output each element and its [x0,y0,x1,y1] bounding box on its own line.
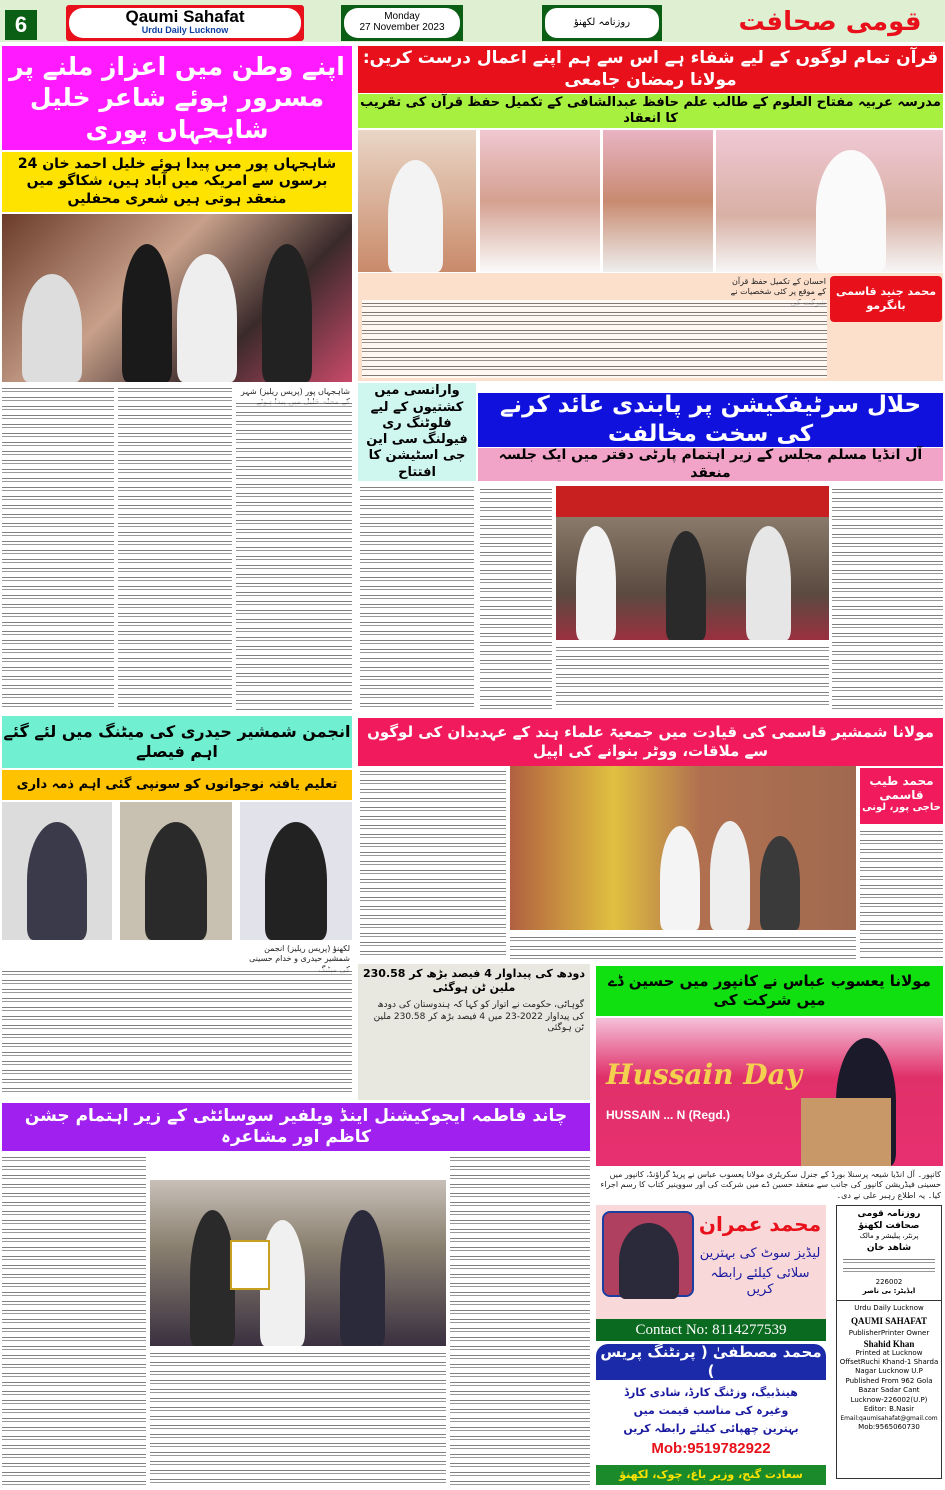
headline-khalil: اپنے وطن میں اعزاز ملنے پر مسرور ہوئے شاعر خلیل شاہجہاں پوری [2,46,352,150]
imprint-ur-owner: شاهد خان [866,1242,912,1253]
byline-place: حاجی پور، لونی [862,802,941,813]
photo-member-2 [120,802,232,940]
ad-press-line3: بہترین چھپائی کیلئے رابطہ کریں [623,1422,799,1436]
jamiat-article-bottom [510,934,856,960]
photo-gathering-2 [603,130,713,272]
byline-tayyab [860,768,943,824]
photo-jamiat-meeting [510,766,856,930]
imprint-ur-pin: 226002 [875,1277,903,1286]
byline-name: محمد طیب قاسمی [869,774,934,802]
imprint-ur-title: روزنامہ قومی صحافت لکھنؤ [857,1209,921,1232]
ad-tailoring [596,1205,826,1341]
imprint-en-title: QAUMI SAHAFAT [851,1316,927,1327]
photo-member-3 [240,802,352,940]
milk-article: گوہاٹی، حکومت نے اتوار کو کہا کہ ہندوستان کی دودھ کی پیداوار 2022-23 میں 4 فیصد بڑھ کر 230.58 ملین ٹن ہوگئی [373,1000,584,1034]
anjuman-article-snippet: لکھنؤ (پریس ریلیز) انجمن شمشیر حیدری و خدام حسینی [249,944,350,964]
subhead-khalil: شاہجہاں پور میں پیدا ہوئے خلیل احمد خان 24 برسوں سے امریکہ میں آباد ہیں، شکاگو میں منعقد ہوتی ہیں شعری محفلیں [2,152,352,212]
masthead [0,0,945,42]
headline-varanasi: وارانسی میں کشتیوں کے لیے فلوٹنگ ری فیولنگ سی این جی اسٹیشن کا افتتاح [366,383,468,480]
chand-fatima-col-mid [150,1350,446,1486]
jamiat-article-left [360,768,506,960]
headline-milk: دودھ کی پیداوار 4 فیصد بڑھ کر 230.58 ملین ٹن ہوگئی [363,967,585,994]
date-box [341,5,463,41]
quran-article-snippet: احسان کے تکمیل حفظ قرآن کے موقع پر کئی شخصیات نے [730,277,826,297]
ad-press-mobile: Mob:9519782922 [651,1440,771,1457]
headline-hussain-day: مولانا یعسوب عباس نے کانپور میں حسین ڈے میں شرکت کی [596,966,943,1016]
roznama-box [542,5,662,41]
photo-khalil-award [2,214,352,382]
ad-tailoring-line1: لیڈیز سوٹ کی بہترین [699,1245,821,1261]
imprint-box [836,1205,942,1479]
photo-hussain-day [596,1018,943,1166]
khalil-article-col3 [2,385,114,710]
headline-chand-fatima: چاند فاطمہ ایجوکیشنل اینڈ ویلفیر سوسائٹی کے زیر اہتمام جشن کاظم اور مشاعرہ [2,1103,590,1151]
imprint-en-owner: Shahid Khan [863,1338,915,1349]
anjuman-article [2,968,352,1096]
photo-member-1 [2,802,112,940]
ad-press-address: سعادت گنج، وزیر باغ، چوک، لکھنؤ [596,1465,826,1485]
byline-junaid: محمد جنید قاسمی بانگرمو [830,276,942,322]
photo-gathering-1 [480,130,600,272]
photo-cleric [716,130,943,272]
ad-press-name: محمد مصطفیٰ ( پرنٹنگ پریس ) [596,1344,826,1380]
imprint-line: Published From 962 Gola [845,1376,933,1385]
ad-press-line1: هینڈبیگ، وزٹنگ کارڈ، شادی کارڈ [624,1386,798,1400]
photo-majlis-meeting [556,486,829,640]
photo-award-ceremony [150,1180,446,1346]
chand-fatima-col-left [2,1154,146,1486]
photo-student [358,130,476,272]
headline-halal: حلال سرٹیفکیشن پر پابندی عائد کرنے کی سخت مخالفت [478,393,943,447]
ad-tailoring-photo [602,1211,694,1297]
ad-tailoring-name: محمد عمران [698,1211,822,1236]
roznama-label: روزنامہ لکھنؤ [545,8,659,38]
hussain-day-caption: کانپور۔ آل انڈیا شیعہ پرسنلا بورڈ کے جنرل سکریٹری مولانا یعسوب عباس نے پریڈ گراؤنڈ، کانپور میں حسینی فیڈریشن کانپور کی جانب سے منعقد حسین ڈے میں شرکت کی اور سووینیر کتاب کا رسم اجراء کیا۔ یہ اطلاع رہبر علی نے دی۔ [600,1170,941,1200]
imprint-en-owner-label: PublisherPrinter Owner [848,1329,930,1338]
page-number: 6 [5,10,37,40]
headline-quran: قرآن تمام لوگوں کے لیے شفاء ہے اس سے ہم اپنے اعمال درست کریں: مولانا رمضان جامعی [358,46,943,93]
subhead-anjuman: تعلیم یافتہ نوجوانوں کو سونپی گئی اہم ذمہ داری [2,770,352,800]
urdu-masthead-title: قومی صحافت [738,6,922,37]
khalil-article-col1 [236,400,352,710]
english-title-box [66,5,304,41]
date: 27 November 2023 [359,22,445,33]
jamiat-article-right [860,828,943,960]
subhead-halal: آل انڈیا مسلم مجلس کے زیر اہتمام پارٹی دفتر میں ایک جلسہ منعقد [478,448,943,481]
halal-article-right [832,486,943,710]
khalil-article-snippet: شاہجہاں پور (پریس ریلیز) شہر [240,387,350,396]
headline-jamiat: مولانا شمشیر قاسمی کی قیادت میں جمعیۃ علماء ہند کے عہدیدان کی لوگوں سے ملاقات، ووٹر بنوانے کی اپیل [358,718,943,766]
imprint-ur-editor: ایڈیٹر: بی ناصر [862,1287,916,1296]
halal-article-left [480,486,552,710]
imprint-line: Lucknow-226002(U.P) [850,1395,928,1404]
photo-banner-text: Hussain Day [606,1058,802,1091]
halal-article-bottom [556,644,829,710]
imprint-email: Email:qaumisahafat@gmail.com [840,1414,938,1422]
imprint-line: Editor: B.Nasir [863,1405,915,1414]
imprint-line: Nagar Lucknow U.P [855,1367,923,1376]
ad-tailoring-line2: سلائی کیلئے رابطہ کریں [710,1265,810,1297]
lectern [801,1098,891,1166]
khalil-article-col2 [118,385,232,710]
photo-org-text: HUSSAIN ... N (Regd.) [606,1108,731,1122]
varanasi-article [360,484,474,710]
imprint-line: Bazar Sadar Cant [858,1386,920,1395]
english-subtitle: Urdu Daily Lucknow [141,25,229,35]
ad-tailoring-contact: Contact No: 8114277539 [596,1319,826,1341]
imprint-ur-owner-label: پرنٹر، پبلیشر و مالک [859,1232,919,1241]
english-title: Qaumi Sahafat [125,7,245,26]
headline-anjuman: انجمن شمشیر حیدری کی میٹنگ میں لئے گئے اہم فیصلے [2,716,352,768]
weekday: Monday [384,11,420,22]
subhead-quran: مدرسہ عربیہ مفتاح العلوم کے طالب علم حافظ عبدالشافی کے تکمیل حفظ قرآن کی تقریب کا انعقاد [358,94,943,128]
quran-article-cols [362,300,827,378]
chand-fatima-col-right [450,1154,590,1486]
imprint-mobile: Mob:9565060730 [858,1422,920,1431]
imprint-en-label: Urdu Daily Lucknow [854,1303,924,1312]
imprint-line: OffsetRuchi Khand-1 Sharda [839,1358,939,1367]
ad-press-line2: وغیرہ کی مناسب قیمت میں [633,1404,789,1418]
imprint-line: Printed at Lucknow [855,1348,923,1357]
